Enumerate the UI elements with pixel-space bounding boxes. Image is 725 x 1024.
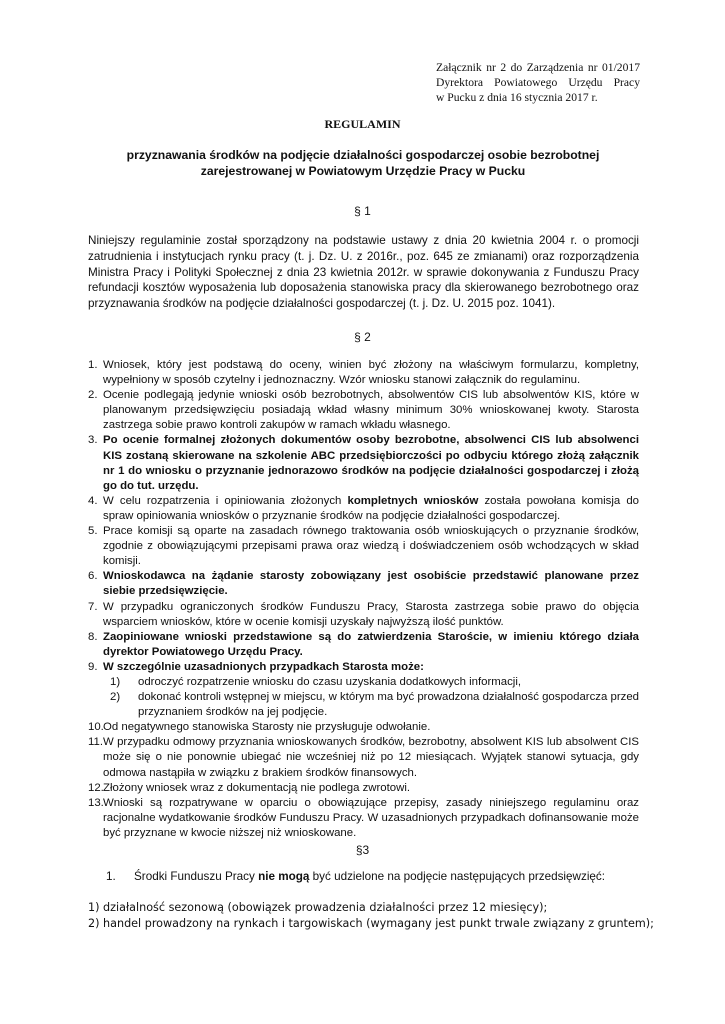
attachment-note-line-2: Dyrektora Powiatowego Urzędu Pracy xyxy=(436,76,640,89)
section-3-heading: §3 xyxy=(355,843,370,857)
section-1-text: Niniejszy regulaminie został sporządzony na podstawie ustawy z dnia 20 kwietnia 2004 r. o promocji zatrudnienia i instytucjach rynku pracy (t. j. Dz. U. z 2016r., poz. 645 ze zmianami) oraz rozporządzenia Ministra Pracy i Polityki Społecznej z dnia 23 kwietnia 2012r. w sprawie dokonywania z Funduszu Pracy refundacji kosztów wyposażenia lub doposażenia stanowiska pracy dla skierowanego bezrobotnego oraz przyznawania środków na podjęcie działalności gospodarczej (t. j. Dz. U. 2015 poz. 1041). xyxy=(88,234,639,311)
bold-phrase: kompletnych wniosków xyxy=(347,494,479,507)
attachment-note-line-3: w Pucku z dnia 16 stycznia 2017 r. xyxy=(436,91,598,104)
list-item: 1. Wniosek, który jest podstawą do oceny, winien być złożony na właściwym formularzu, kompletny, wypełniony w sposób czytelny i jednoznaczny. Wzór wniosku stanowi załącznik do regulaminu. xyxy=(88,359,639,387)
list-item: 9. W szczególnie uzasadnionych przypadkach Starosta może: xyxy=(88,660,424,673)
section-3-item-1: 1. Środki Funduszu Pracy nie mogą być udzielone na podjęcie następujących przedsięwzięć: xyxy=(106,870,606,883)
sub-list-item: 1) odroczyć rozpatrzenie wniosku do czasu uzyskania dodatkowych informacji, xyxy=(110,675,522,688)
list-item: 12. Złożony wniosek wraz z dokumentacją nie podlega zwrotowi. xyxy=(88,781,411,794)
document-subtitle xyxy=(88,147,638,179)
subtitle-line-2: zarejestrowanej w Powiatowym Urzędzie Pracy w Pucku xyxy=(200,164,526,178)
list-item: 10. Od negatywnego stanowiska Starosty nie przysługuje odwołanie. xyxy=(88,721,431,734)
attachment-note xyxy=(436,60,640,105)
list-item: 3. Po ocenie formalnej złożonych dokumentów osoby bezrobotne, absolwenci CIS lub absolwenci KIS zostaną skierowane na szkolenie ABC przedsiębiorczości po odbyciu którego złożą załącznik nr 1 do wniosku o przyznanie jednorazowo środków na podjęcie działalności gospodarczej i złożą go do tut. urzędu. xyxy=(88,434,639,492)
section-1-heading: § 1 xyxy=(354,204,371,218)
list-item: 13. Wnioski są rozpatrywane w oparciu o obowiązujące przepisy, zasady niniejszego regulaminu oraz racjonalne wydatkowanie środków Funduszu Pracy. W uzasadnionych przypadkach dofinansowanie może być przyznane w kwocie niższej niż wnioskowane. xyxy=(88,796,639,839)
attachment-note-line-1: Załącznik nr 2 do Zarządzenia nr 01/2017 xyxy=(436,61,640,74)
bold-phrase: nie mogą xyxy=(258,870,310,883)
list-item: 11. W przypadku odmowy przyznania wnioskowanych środków, bezrobotny, absolwent KIS lub absolwent CIS może się o nie ponownie ubiegać nie wcześniej niż po 12 miesiącach. Wyjątek stanowi sytuacja, gdy odmowa nastąpiła w związku z brakiem środków finansowych. xyxy=(88,736,639,779)
list-item: 5. Prace komisji są oparte na zasadach równego traktowania osób wnioskujących o przyznanie środków, zgodnie z obowiązującymi przepisami prawa oraz wiedzą i doświadczeniem osób wchodzących w skład komisji. xyxy=(88,525,639,568)
list-item: 2. Ocenie podlegają jedynie wnioski osób bezrobotnych, absolwentów CIS lub absolwentów KIS, które w planowanym przedsięwzięciu posiadają wkład własny minimum 30% wnioskowanej kwoty. Starosta zastrzega sobie prawo kontroli zakupów w ramach wkładu własnego. xyxy=(88,389,639,432)
list-item: 6. Wnioskodawca na żądanie starosty zobowiązany jest osobiście przedstawić planowane przez siebie przedsięwzięcie. xyxy=(88,570,639,598)
excluded-activity-1: 1) działalność sezonową (obowiązek prowadzenia działalności przez 12 miesięcy); xyxy=(88,901,548,914)
section-2-heading: § 2 xyxy=(354,330,371,344)
list-item: 4. W celu rozpatrzenia i opiniowania złożonych kompletnych wniosków została powołana komisja do spraw opiniowania wniosków o przyznanie środków na podjęcie działalności gospodarczej. xyxy=(88,494,639,522)
sub-list-item: 2) dokonać kontroli wstępnej w miejscu, w którym ma być prowadzona działalność gospodarcza przed przyznaniem środków na jej podjęcie. xyxy=(110,691,639,719)
section-2-list xyxy=(88,358,639,841)
excluded-activity-2: 2) handel prowadzony na rynkach i targowiskach (wymagany jest punkt trwale związany z gruntem); xyxy=(88,917,654,930)
list-item: 8. Zaopiniowane wnioski przedstawione są do zatwierdzenia Staroście, w imieniu którego działa dyrektor Powiatowego Urzędu Pracy. xyxy=(88,630,639,658)
document-title: REGULAMIN xyxy=(324,117,401,131)
list-item: 7. W przypadku ograniczonych środków Funduszu Pracy, Starosta zastrzega sobie prawo do objęcia wsparciem wniosków, które w ocenie komisji uzyskały najwyższą ilość punktów. xyxy=(88,600,639,628)
subtitle-line-1: przyznawania środków na podjęcie działalności gospodarczej osobie bezrobotnej xyxy=(126,148,600,162)
